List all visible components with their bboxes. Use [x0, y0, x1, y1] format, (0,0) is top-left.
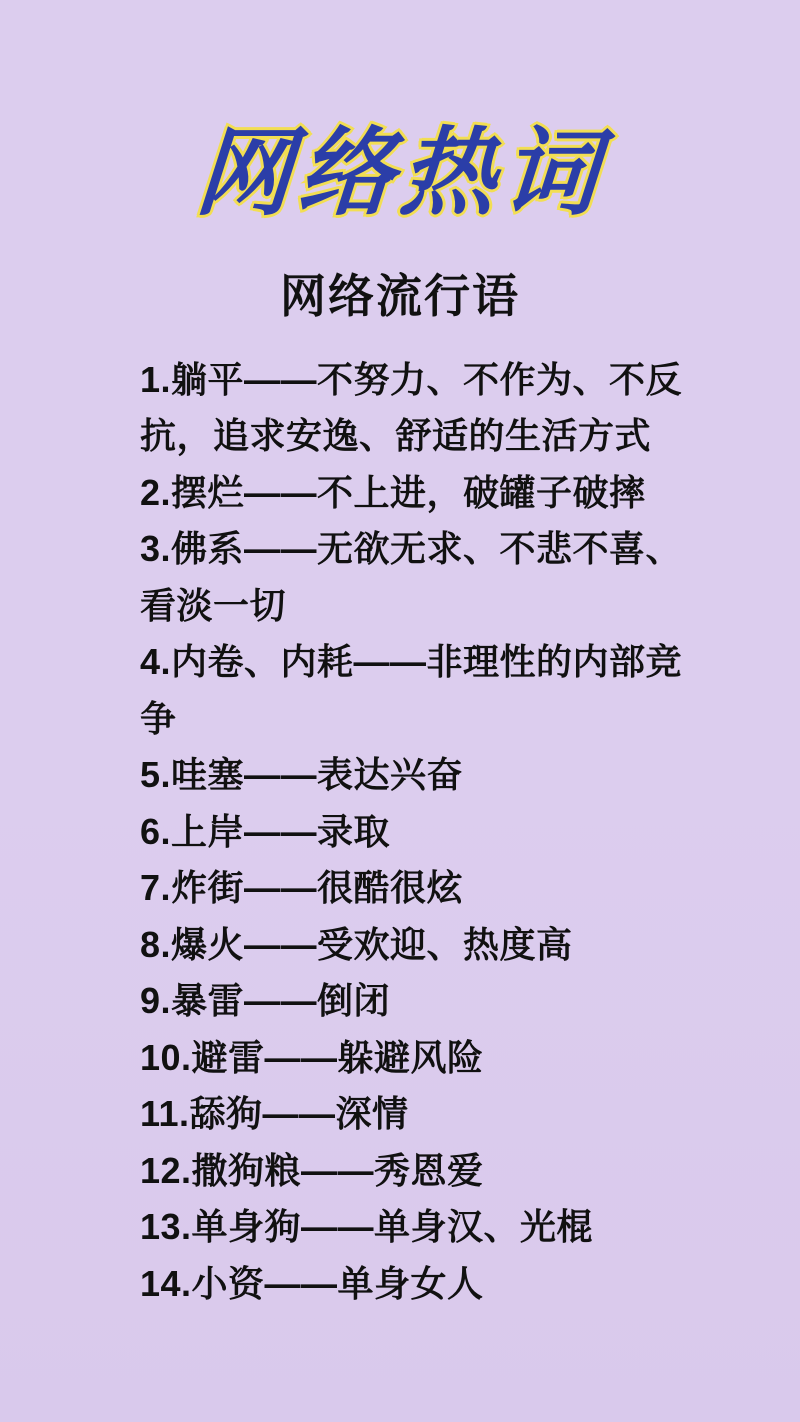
list-item: 7.炸街——很酷很炫	[140, 867, 464, 909]
list-item: 13.单身狗——单身汉、光棍	[140, 1206, 594, 1248]
term-list	[0, 352, 800, 1313]
page-subtitle: 网络流行语	[280, 269, 520, 322]
list-item: 3.佛系——无欲无求、不悲不喜、看淡一切	[140, 528, 683, 626]
list-item: 11.舔狗——深情	[140, 1093, 409, 1135]
list-item: 12.撒狗粮——秀恩爱	[140, 1149, 484, 1191]
list-item: 9.暴雷——倒闭	[140, 980, 391, 1022]
list-item: 5.哇塞——表达兴奋	[140, 754, 464, 796]
list-item: 2.摆烂——不上进，破罐子破摔	[140, 471, 646, 513]
page-title: 网络热词	[192, 116, 608, 229]
list-item: 14.小资——单身女人	[140, 1262, 484, 1304]
title-area	[0, 0, 800, 229]
list-item: 1.躺平——不努力、不作为、不反抗，追求安逸、舒适的生活方式	[140, 358, 683, 457]
list-item: 6.上岸——录取	[140, 810, 391, 852]
list-item: 10.避雷——躲避风险	[140, 1036, 484, 1078]
list-item: 4.内卷、内耗——非理性的内部竞争	[140, 641, 683, 739]
list-item: 8.爆火——受欢迎、热度高	[140, 923, 573, 965]
